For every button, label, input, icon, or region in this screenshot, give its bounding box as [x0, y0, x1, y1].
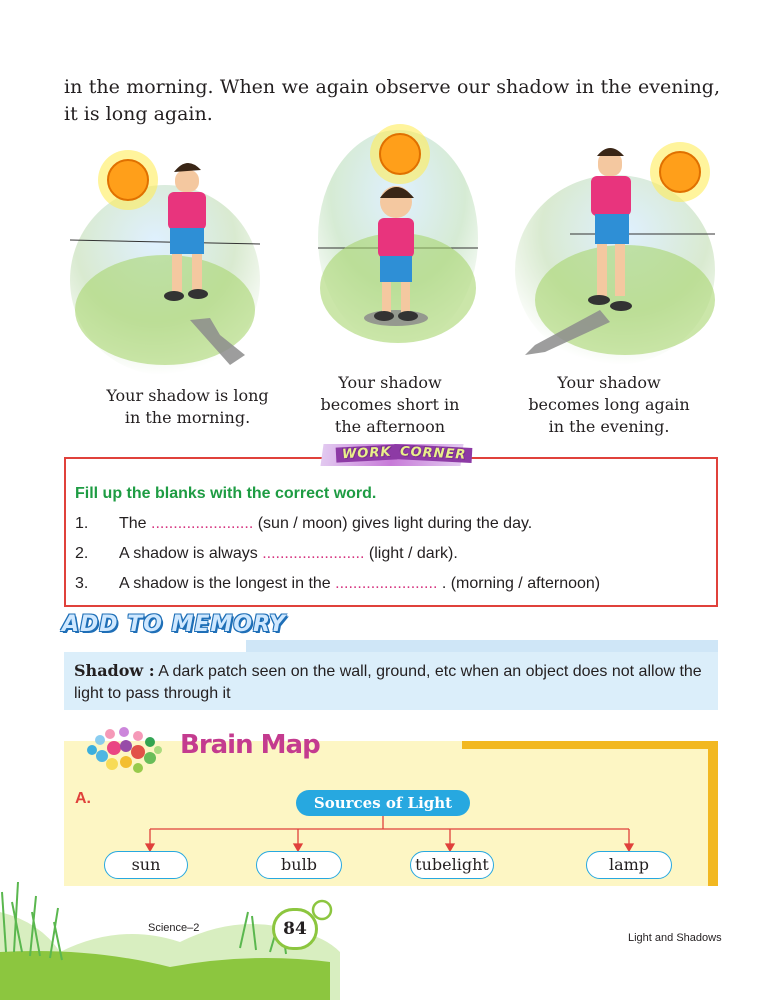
footer-chapter: Light and Shadows	[628, 932, 722, 944]
footer-subject: Science–2	[148, 922, 200, 934]
brain-map-label: A.	[75, 790, 91, 807]
leaf-node-bulb: bulb	[256, 851, 342, 879]
definition-term: Shadow :	[74, 661, 155, 680]
caption-evening: Your shadow becomes long again in the evening.	[528, 373, 690, 436]
page-number: 84	[272, 908, 318, 950]
blank-3[interactable]: .......................	[335, 575, 438, 592]
question-2: 2. A shadow is always ....................... (light / dark).	[75, 545, 458, 562]
work-corner-word-2: CORNER	[394, 444, 473, 463]
caption-afternoon: Your shadow becomes short in the afternoon	[320, 373, 460, 436]
question-1: 1. The ....................... (sun / moon) gives light during the day.	[75, 515, 533, 532]
caption-morning: Your shadow is long in the morning.	[106, 386, 269, 427]
work-corner-word-1: WORK	[336, 444, 398, 462]
leaf-node-lamp: lamp	[586, 851, 672, 879]
intro-paragraph: in the morning. When we again observe our shadow in the evening, it is long again.	[64, 76, 720, 125]
definition-text: A dark patch seen on the wall, ground, etc when an object does not allow the light to pass through it	[74, 663, 702, 702]
add-to-memory-title: ADD TO MEMORY	[62, 612, 286, 637]
work-corner-title: Fill up the blanks with the correct word.	[75, 485, 377, 502]
brain-map-root-node: Sources of Light	[296, 790, 470, 816]
question-3: 3. A shadow is the longest in the ....................... . (morning / afternoon)	[75, 575, 601, 592]
leaf-node-tubelight: tubelight	[410, 851, 494, 879]
brain-map-title: Brain Map	[180, 730, 320, 760]
blank-2[interactable]: .......................	[262, 545, 365, 562]
leaf-node-sun: sun	[104, 851, 188, 879]
blank-1[interactable]: .......................	[151, 515, 254, 532]
